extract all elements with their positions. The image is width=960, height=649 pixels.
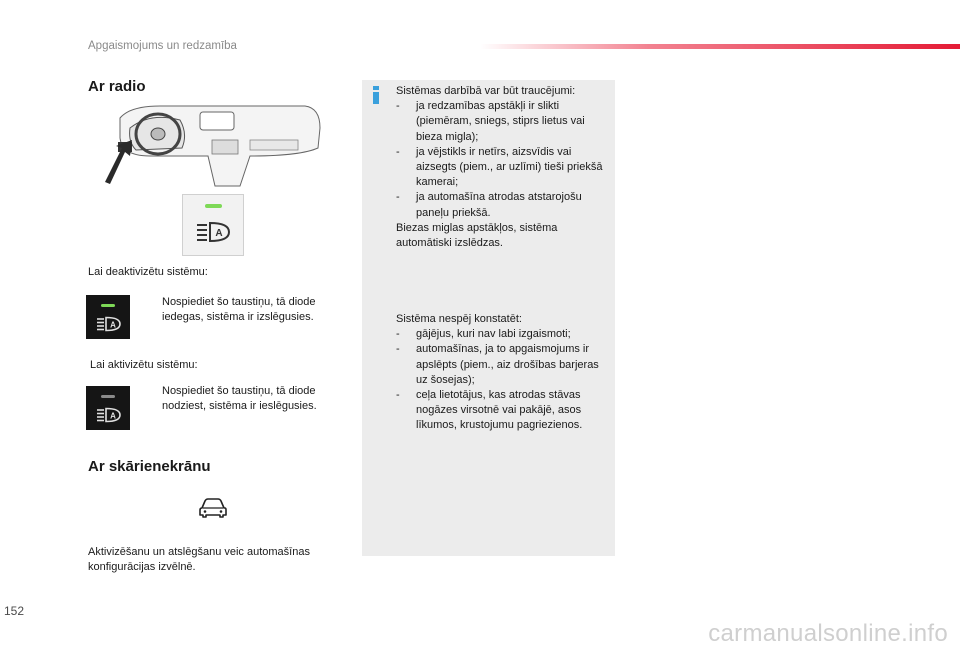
info-block-limitations [396,312,608,434]
svg-text:A: A [215,228,223,239]
deactivate-step-text: Nospiediet šo taustiņu, tā diode iedegas, sistēma ir izslēgusies. [162,296,316,323]
auto-high-beam-button-led-on [86,295,130,339]
deactivate-step [142,295,342,325]
info-block-disturbances [396,84,608,251]
car-icon [198,496,228,520]
section-title-radio: Ar radio [88,78,146,95]
list-item: - ceļa lietotājus, kas atrodas stāvas nogāzes virsotnē vai pakājē, asos līkumos, krustojumu pagriezienos. [396,389,583,432]
header-accent-bar [480,44,960,49]
activate-intro: Lai aktivizētu sistēmu: [90,359,198,371]
info-box [362,80,615,556]
list-item: - ja redzamības apstākļi ir slikti (piemēram, sniegs, stiprs lietus vai bieza migla); [396,100,585,143]
section-title-touchscreen: Ar skārienekrānu [88,458,211,475]
list-item: - automašīnas, ja to apgaismojums ir apslēpts (piem., aiz drošības barjeras uz šosejas); [396,343,599,386]
watermark: carmanualsonline.info [708,620,948,647]
info-icon [370,86,382,104]
info-block1-outro: Biezas miglas apstākļos, sistēma automātiski izslēdzas. [396,221,558,250]
info-block1-intro: Sistēmas darbībā var būt traucējumi: [396,85,576,97]
touchscreen-text: Aktivizēšanu un atslēgšanu veic automašīnas konfigurācijas izvēlnē. [88,546,310,573]
list-item: - ja vējstikls ir netīrs, aizsvīdis vai aizsegts (piem., ar uzlīmi) tieši priekšā kamerai; [396,145,603,189]
auto-high-beam-button-illustration [182,194,244,256]
list-item: - gājējus, kuri nav labi izgaismoti; [396,328,571,341]
page-number: 152 [4,604,25,618]
activate-step-text: Nospiediet šo taustiņu, tā diode nodziest, sistēma ir ieslēgusies. [162,385,317,412]
svg-text:A: A [110,411,116,421]
svg-text:A: A [110,320,116,330]
auto-high-beam-button-led-off [86,386,130,430]
activate-step [142,384,342,414]
info-block2-intro: Sistēma nespēj konstatēt: [396,313,522,325]
dashboard-illustration [100,98,325,188]
list-item: - ja automašīna atrodas atstarojošu paneļu priekšā. [396,191,582,219]
deactivate-intro: Lai deaktivizētu sistēmu: [88,266,208,278]
header-title: Apgaismojums un redzamība [88,40,237,52]
